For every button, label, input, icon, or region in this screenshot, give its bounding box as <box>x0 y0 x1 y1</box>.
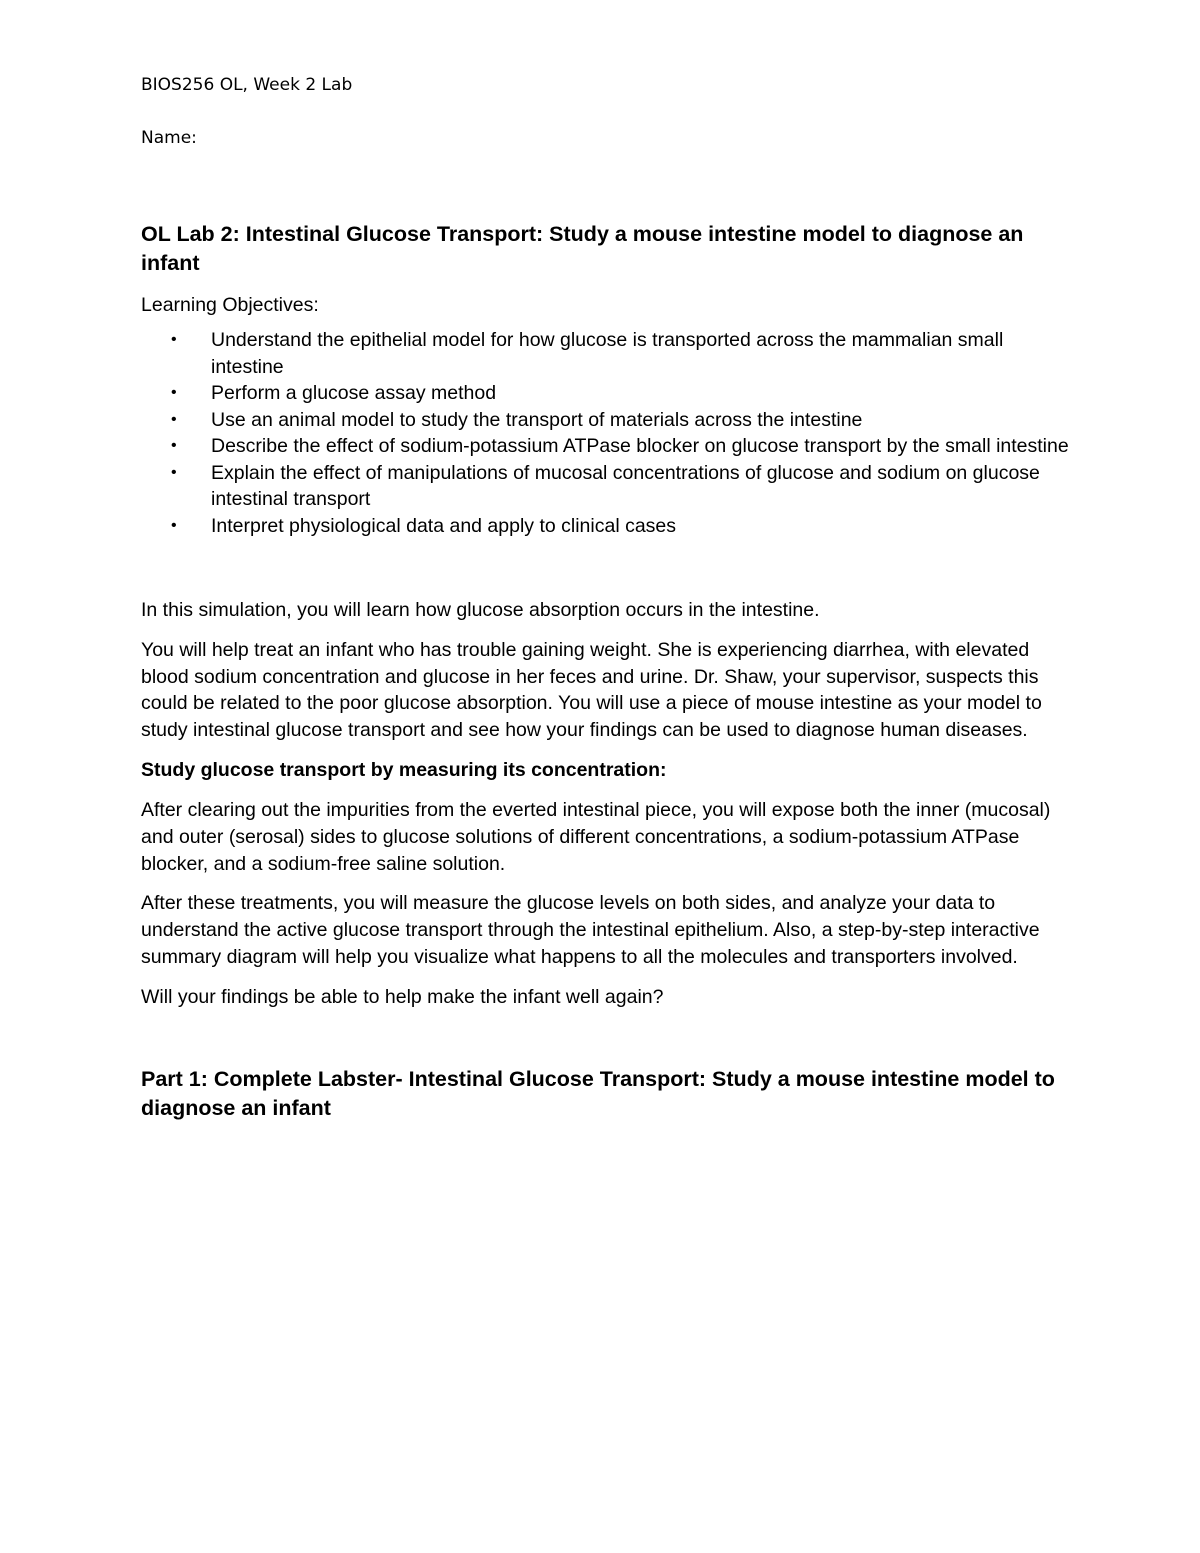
document-body <box>141 220 1071 1123</box>
objectives-label: Learning Objectives: <box>141 294 319 316</box>
objective-item <box>141 460 1071 513</box>
objective-text: Explain the effect of manipulations of mucosal concentrations of glucose and sodium on glucose intestinal transport <box>211 461 1040 510</box>
objective-text: Use an animal model to study the transport of materials across the intestine <box>211 408 863 431</box>
intro-paragraph: In this simulation, you will learn how glucose absorption occurs in the intestine. <box>141 599 820 621</box>
objective-text: Understand the epithelial model for how glucose is transported across the mammalian small intestine <box>211 329 1004 378</box>
bullet-icon: • <box>171 437 177 454</box>
question-paragraph: Will your findings be able to help make the infant well again? <box>141 985 664 1008</box>
analysis-paragraph: After these treatments, you will measure the glucose levels on both sides, and analyze your data to understand the active glucose transport through the intestinal epithelium. Also, a step-by-step interactive summary diagram will help you visualize what happens to all the molecules and transporters involved. <box>141 892 1040 968</box>
part1-title: Part 1: Complete Labster- Intestinal Glucose Transport: Study a mouse intestine model to diagnose an infant <box>141 1066 1055 1120</box>
name-label: Name: <box>141 128 197 148</box>
objectives-list <box>141 327 1071 539</box>
bullet-icon: • <box>171 410 177 428</box>
objective-item <box>141 407 1071 434</box>
objective-item <box>141 513 1071 540</box>
bullet-icon: • <box>171 516 177 534</box>
objective-text: Describe the effect of sodium-potassium ATPase blocker on glucose transport by the small intestine <box>211 435 1069 457</box>
objective-item <box>141 380 1071 407</box>
lab-title: OL Lab 2: Intestinal Glucose Transport: Study a mouse intestine model to diagnose an infant <box>141 222 1024 275</box>
section-heading: Study glucose transport by measuring its concentration: <box>141 758 667 781</box>
scenario-paragraph: You will help treat an infant who has trouble gaining weight. She is experiencing diarrhea, with elevated blood sodium concentration and glucose in her feces and urine. Dr. Shaw, your supervisor, suspects this could be related to the poor glucose absorption. You will use a piece of mouse intestine as your model to study intestinal glucose transport and see how your findings can be used to diagnose human diseases. <box>141 638 1042 742</box>
objective-item <box>141 327 1071 380</box>
objective-text: Perform a glucose assay method <box>211 382 497 404</box>
bullet-icon: • <box>171 384 177 401</box>
course-header: BIOS256 OL, Week 2 Lab <box>141 75 353 95</box>
objective-item <box>141 433 1071 460</box>
procedure-paragraph: After clearing out the impurities from the everted intestinal piece, you will expose both the inner (mucosal) and outer (serosal) sides to glucose solutions of different concentrations, a sodium-potassium ATPase blocker, and a sodium-free saline solution. <box>141 798 1051 875</box>
bullet-icon: • <box>171 463 177 481</box>
bullet-icon: • <box>171 331 177 348</box>
objective-text: Interpret physiological data and apply to clinical cases <box>211 514 677 537</box>
